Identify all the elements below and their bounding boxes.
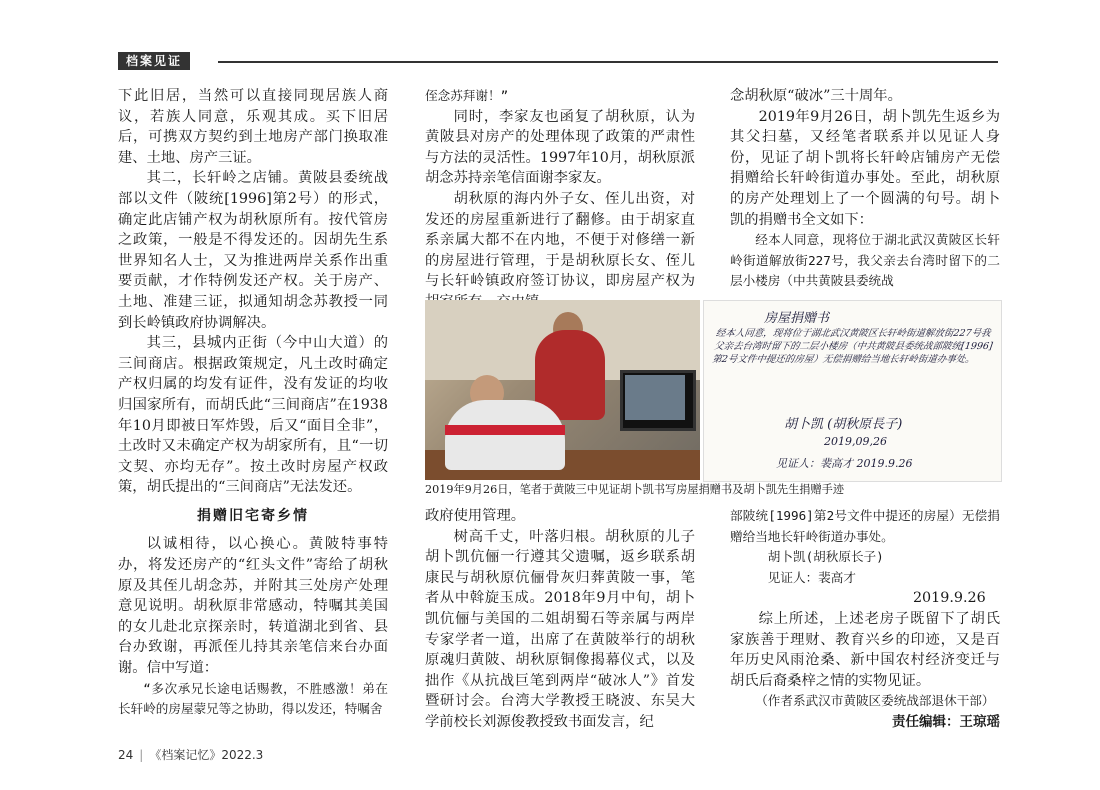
col3-sign: 胡卜凯(胡秋原长子): [767, 549, 884, 565]
col3-witness: 见证人：裴高才: [767, 569, 856, 585]
page-number: 24: [118, 748, 134, 762]
figure: [425, 300, 1000, 480]
note-body: 经本人同意，现将位于湖北武汉黄陂区长轩岭街道解放街227号我父亲去台湾时留下的二层小楼房（中共黄陂县委统战部陂统[1996]第2号文件中提还的房屋）无偿捐赠给当地长轩岭街道办事处。: [711, 328, 994, 365]
col3-para-2: 2019年9月26日，胡卜凯先生返乡为其父扫墓，又经笔者联系并以见证人身份，见证了胡卜凯将长轩岭店铺房产无偿捐赠给长轩岭街道办事处。至此，胡秋原的房产处理划上了一个圆满的句号。胡卜凯的捐赠书全文如下：: [730, 108, 1000, 228]
section-title: 捐赠旧宅寄乡情: [197, 507, 309, 524]
col2-quote-end: 侄念苏拜谢！”: [425, 88, 509, 103]
column-3: [730, 86, 1000, 292]
note-title: 房屋捐赠书: [764, 311, 830, 326]
col3-para-1: 念胡秋原“破冰”三十周年。: [730, 88, 902, 104]
note-signature: 胡卜凯 (胡秋原長子): [784, 417, 903, 432]
editor-credit: 责任编辑：王琼瑶: [892, 713, 1000, 730]
col1-para-1: 下此旧居，当然可以直接同现居族人商议，若族人同意，乐观其成。买下旧居后，可携双方契约到土地房产部门换取准建、土地、房产三证。: [118, 88, 388, 166]
col2-para-2: 胡秋原的海内外子女、侄儿出资，对发还的房屋重新进行了翻修。由于胡家直系亲属大都不在内地，不便于对修缮一新的房屋进行管理，于是胡秋原长女、侄儿与长轩岭镇政府签订协议，即房屋产权为: [425, 190, 695, 290]
col3-author: （作者系武汉市黄陂区委统战部退休干部）: [755, 693, 995, 709]
col2-para-1: 同时，李家友也函复了胡秋原，认为黄陂县对房产的处理体现了政策的严肃性与方法的灵活性。1997年10月，胡秋原派胡念苏持亲笔信面谢李家友。: [425, 108, 695, 187]
column-2-lower: [425, 506, 695, 733]
page-footer: 24 | 《档案记忆》2022.3: [118, 748, 264, 762]
col2-para-3: 政府使用管理。: [425, 508, 526, 524]
column-2: [425, 86, 695, 313]
photo: [425, 300, 700, 480]
note-witness: 见证人：裴高才 2019.9.26: [776, 457, 913, 470]
col1-quote: “多次承兄长途电话赐教，不胜感激！弟在长轩岭的房屋蒙兄等之协助，得以发还，特嘱舍: [118, 680, 388, 717]
col3-para-3: 综上所述，上述老房子既留下了胡氏家族善于理财、教育兴乡的印迹，又是百年历史风雨沧桑、新中国农村经济变迁与胡氏后裔桑梓之情的实物见证。: [730, 610, 1000, 689]
figure-caption: 2019年9月26日，笔者于黄陂三中见证胡卜凯书写房屋捐赠书及胡卜凯先生捐赠手迹: [425, 483, 845, 496]
note-date: 2019,09,26: [824, 435, 887, 448]
col2-para-4: 树高千丈，叶落归根。胡秋原的儿子胡卜凯伉俪一行遵其父遗嘱，返乡联系胡康民与胡秋原伉俪骨灰归葬黄陂一事，笔者从中斡旋玉成。2018年9月中旬，胡卜凯伉俪与美国的二姐胡蜀石等亲属与两岸专家学者一道，出席了在黄陂举行的胡秋原魂归黄陂、胡秋原铜像揭幕仪式，以及拙作《从抗战巨笔到两岸“破冰人”》首发暨研讨会。台湾大学教授王晓波、东吴大学前校长刘源俊教授致书面发言，纪: [425, 528, 695, 730]
section-tag: 档案见证: [118, 52, 190, 70]
seated-man-shape: [445, 400, 565, 470]
column-3-lower: [730, 506, 1000, 733]
col1-para-3: 其三，县城内正街（今中山大道）的三间商店。根据政策规定，凡土改时确定产权归属的均发有证件，没有发证的均收归国家所有，而胡氏此“三间商店”在1938年10月即被日军炸毁，后又“面目全非”，土改时又未确定产权为胡家所有，且“一切文契、亦均无存”。按土改时房屋产权政策，胡氏提出的“三间商店”无法发还。: [118, 335, 388, 496]
section-header: [118, 52, 998, 66]
handwritten-note: [703, 300, 1002, 482]
col3-letter-1: 经本人同意，现将位于湖北武汉黄陂区长轩岭街道解放街227号，我父亲去台湾时留下的二层小楼房（中共黄陂县委统战: [730, 232, 1000, 289]
col1-para-2: 其二，长轩岭之店铺。黄陂县委统战部以文件（陂统[1996]第2号）的形式，确定此店铺产权为胡秋原所有。按代管房之政策，一般是不得发还的。因胡先生系世界知名人士，又为推进两岸关系作出重要贡献，才作特例发还产权。关于房产、土地、准建三证，拟通知胡念苏教授一同到长岭镇政府协调解决。: [118, 170, 388, 331]
col3-letter-2: 部陂统[1996]第2号文件中提还的房屋）无偿捐赠给当地长轩岭街道办事处。: [730, 508, 1000, 544]
col1-para-4: 以诚相待，以心换心。黄陂特事特办，将发还房产的“红头文件”寄给了胡秋原及其侄儿胡念苏，并附其三处房产处理意见说明。胡秋原非常感动，特嘱其美国的女儿赴北京探亲时，转道湖北到省、县台办致谢，再派侄儿持其亲笔信来台办面谢。信中写道：: [118, 536, 388, 677]
header-rule: [218, 61, 998, 63]
journal-name: 《档案记忆》2022.3: [149, 748, 264, 762]
col3-date: 2019.9.26: [912, 590, 986, 607]
column-1: [118, 86, 388, 720]
